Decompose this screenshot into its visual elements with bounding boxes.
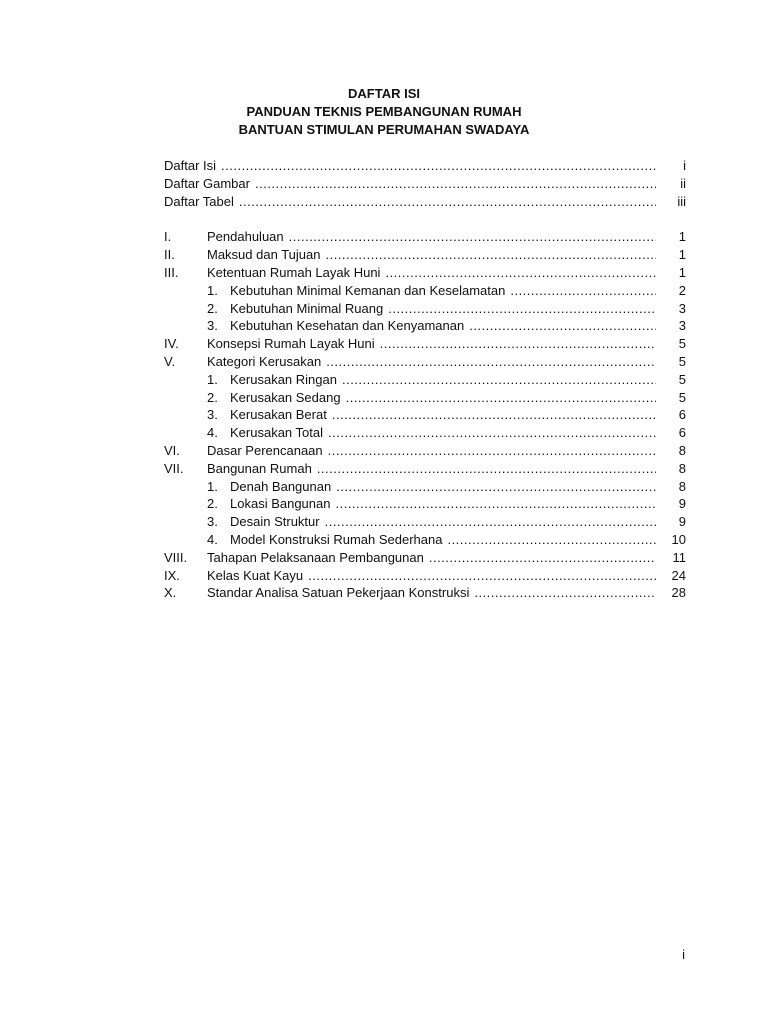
dot-leader: [388, 300, 656, 318]
toc-label: Model Konstruksi Rumah Sederhana: [230, 531, 443, 547]
toc-page-number: 3: [678, 318, 686, 334]
chapter-number: VIII.: [164, 549, 188, 565]
chapter-number: I.: [164, 229, 172, 245]
toc-page-number: 28: [671, 585, 686, 601]
dot-leader: [221, 157, 656, 175]
document-title: [0, 85, 768, 139]
toc-page-number: 24: [671, 567, 686, 583]
subsection-number: 1.: [207, 282, 218, 298]
dot-leader: [308, 567, 656, 585]
toc-label: Kerusakan Sedang: [230, 389, 341, 405]
dot-leader: [447, 531, 656, 549]
dot-leader: [326, 353, 656, 371]
toc-label: Standar Analisa Satuan Pekerjaan Konstruksi: [207, 585, 470, 601]
toc-page-number: 2: [678, 282, 686, 298]
chapter-number: VI.: [164, 442, 180, 458]
toc-entry-chapter[interactable]: [164, 460, 686, 478]
subsection-number: 3.: [207, 318, 218, 334]
toc-entry-subsection[interactable]: [164, 371, 686, 389]
toc-label: Kerusakan Ringan: [230, 371, 337, 387]
toc-entry-subsection[interactable]: [164, 317, 686, 335]
toc-page-number: 8: [678, 478, 686, 494]
toc-page-number: 1: [678, 247, 686, 263]
subsection-number: 4.: [207, 425, 218, 441]
toc-page-number: 8: [678, 460, 686, 476]
toc-label: Konsepsi Rumah Layak Huni: [207, 336, 375, 352]
dot-leader: [469, 317, 656, 335]
toc-label: Kebutuhan Minimal Ruang: [230, 300, 384, 316]
toc-page-number: 3: [678, 300, 686, 316]
toc-label: Kerusakan Berat: [230, 407, 327, 423]
toc-entry-chapter[interactable]: [164, 549, 686, 567]
subsection-number: 3.: [207, 514, 218, 530]
dot-leader: [385, 264, 656, 282]
toc-label: Lokasi Bangunan: [230, 496, 331, 512]
toc-label: Daftar Gambar: [164, 175, 250, 191]
table-of-contents: [164, 157, 686, 602]
dot-leader: [255, 175, 656, 193]
toc-label: Kategori Kerusakan: [207, 353, 322, 369]
dot-leader: [474, 584, 656, 602]
toc-entry-daftar-isi[interactable]: [164, 157, 686, 175]
chapter-number: V.: [164, 353, 176, 369]
toc-label: Maksud dan Tujuan: [207, 247, 321, 263]
toc-entry-subsection[interactable]: [164, 300, 686, 318]
toc-page-number: 8: [678, 442, 686, 458]
toc-page-number: 5: [678, 389, 686, 405]
toc-page-number: 1: [678, 264, 686, 280]
toc-page-number: ii: [680, 175, 686, 191]
dot-leader: [510, 282, 656, 300]
toc-page-number: 5: [678, 353, 686, 369]
subsection-number: 1.: [207, 478, 218, 494]
chapter-number: II.: [164, 247, 175, 263]
chapter-number: III.: [164, 264, 179, 280]
toc-entry-chapter[interactable]: [164, 335, 686, 353]
chapter-number: IX.: [164, 567, 180, 583]
toc-label: Denah Bangunan: [230, 478, 332, 494]
toc-label: Kebutuhan Minimal Kemanan dan Keselamatan: [230, 282, 506, 298]
toc-label: Daftar Tabel: [164, 193, 234, 209]
chapter-number: X.: [164, 585, 177, 601]
toc-entry-subsection[interactable]: [164, 495, 686, 513]
toc-label: Desain Struktur: [230, 514, 320, 530]
dot-leader: [335, 495, 656, 513]
toc-entry-daftar-gambar[interactable]: [164, 175, 686, 193]
toc-entry-subsection[interactable]: [164, 282, 686, 300]
toc-entry-chapter[interactable]: [164, 442, 686, 460]
dot-leader: [289, 228, 656, 246]
subsection-number: 1.: [207, 371, 218, 387]
toc-entry-chapter[interactable]: [164, 228, 686, 246]
toc-label: Pendahuluan: [207, 229, 284, 245]
toc-page-number: 6: [678, 425, 686, 441]
toc-page-number: iii: [677, 193, 686, 209]
subsection-number: 4.: [207, 531, 218, 547]
subsection-number: 2.: [207, 389, 218, 405]
toc-page-number: 9: [678, 514, 686, 530]
toc-entry-chapter[interactable]: [164, 353, 686, 371]
toc-page-number: 10: [671, 531, 686, 547]
dot-leader: [380, 335, 656, 353]
toc-entry-daftar-tabel[interactable]: [164, 193, 686, 211]
dot-leader: [328, 424, 656, 442]
toc-entry-subsection[interactable]: [164, 389, 686, 407]
toc-page-number: 5: [678, 371, 686, 387]
toc-label: Kerusakan Total: [230, 425, 323, 441]
toc-page-number: 11: [672, 549, 686, 565]
toc-label: Tahapan Pelaksanaan Pembangunan: [207, 549, 424, 565]
dot-leader: [239, 193, 656, 211]
chapter-number: IV.: [164, 336, 179, 352]
title-line-3: BANTUAN STIMULAN PERUMAHAN SWADAYA: [238, 122, 530, 137]
toc-entry-chapter[interactable]: [164, 264, 686, 282]
dot-leader: [325, 246, 656, 264]
toc-page-number: 6: [678, 407, 686, 423]
subsection-number: 2.: [207, 496, 218, 512]
toc-page-number: 5: [678, 336, 686, 352]
toc-entry-subsection[interactable]: [164, 424, 686, 442]
subsection-number: 2.: [207, 300, 218, 316]
dot-leader: [325, 513, 656, 531]
toc-label: Ketentuan Rumah Layak Huni: [207, 264, 381, 280]
toc-entry-chapter[interactable]: [164, 567, 686, 585]
toc-page-number: i: [683, 158, 686, 173]
dot-leader: [429, 549, 656, 567]
toc-entry-subsection[interactable]: [164, 513, 686, 531]
toc-entry-subsection[interactable]: [164, 478, 686, 496]
dot-leader: [332, 406, 656, 424]
chapter-number: VII.: [164, 460, 184, 476]
toc-entry-subsection[interactable]: [164, 531, 686, 549]
toc-label: Kebutuhan Kesehatan dan Kenyamanan: [230, 318, 465, 334]
toc-label: Kelas Kuat Kayu: [207, 567, 304, 583]
title-line-2: PANDUAN TEKNIS PEMBANGUNAN RUMAH: [246, 104, 522, 119]
toc-page-number: 9: [678, 496, 686, 512]
dot-leader: [336, 478, 656, 496]
subsection-number: 3.: [207, 407, 218, 423]
toc-page-number: 1: [678, 229, 686, 245]
dot-leader: [342, 371, 656, 389]
dot-leader: [328, 442, 656, 460]
toc-entry-chapter[interactable]: [164, 246, 686, 264]
dot-leader: [317, 460, 656, 478]
toc-label: Daftar Isi: [164, 158, 217, 173]
toc-label: Bangunan Rumah: [207, 460, 312, 476]
toc-entry-subsection[interactable]: [164, 406, 686, 424]
footer-page-number: i: [682, 947, 685, 962]
toc-label: Dasar Perencanaan: [207, 442, 323, 458]
title-line-1: DAFTAR ISI: [348, 86, 420, 101]
dot-leader: [346, 389, 656, 407]
toc-entry-chapter[interactable]: [164, 584, 686, 602]
